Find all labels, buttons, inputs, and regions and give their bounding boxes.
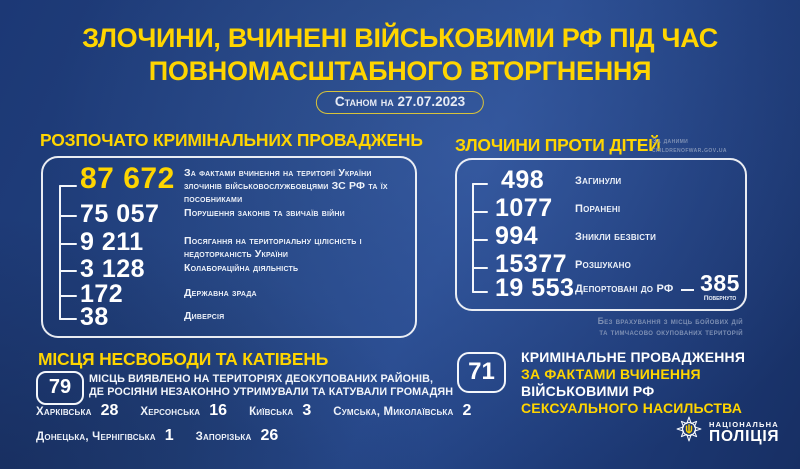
region-value: 16 bbox=[209, 402, 228, 419]
stat-value: 172 bbox=[80, 280, 124, 308]
logo-line1: НАЦІОНАЛЬНА bbox=[709, 419, 779, 429]
region-stat bbox=[36, 427, 174, 445]
page-title-line2: ПОВНОМАСШТАБНОГО ВТОРГНЕННЯ bbox=[148, 56, 652, 86]
stat-value: 9 211 bbox=[80, 228, 144, 256]
region-value: 3 bbox=[302, 402, 312, 419]
region-value: 28 bbox=[100, 402, 119, 419]
children-crimes-heading: ЗЛОЧИНИ ПРОТИ ДІТЕЙ bbox=[455, 135, 661, 155]
connector-dash bbox=[681, 289, 694, 291]
sexual-violence-count-badge: 71 bbox=[457, 352, 506, 393]
detention-description bbox=[89, 373, 453, 399]
page-title-line1: ЗЛОЧИНИ, ВЧИНЕНІ ВІЙСЬКОВИМИ РФ ПІД ЧАС bbox=[82, 23, 718, 53]
regions-row-1 bbox=[36, 402, 471, 420]
tree-tick bbox=[472, 183, 488, 185]
stat-label: Розшукано bbox=[575, 259, 632, 271]
stat-value: 994 bbox=[495, 222, 539, 250]
region-value: 1 bbox=[164, 427, 174, 444]
tree-tick bbox=[472, 239, 488, 241]
region-stat bbox=[333, 402, 471, 420]
police-badge-icon bbox=[676, 416, 702, 447]
source-note-line2: childrenofwar.gov.ua bbox=[652, 145, 727, 154]
returned-label: Повернуто bbox=[703, 295, 737, 302]
tree-tick bbox=[59, 185, 77, 187]
region-name: Київська bbox=[249, 406, 294, 418]
region-stat bbox=[249, 402, 311, 420]
national-police-logo bbox=[676, 416, 779, 447]
sv-line1: КРИМІНАЛЬНЕ ПРОВАДЖЕННЯ bbox=[521, 349, 746, 365]
stat-value: 1077 bbox=[495, 194, 553, 222]
sv-line2: ЗА ФАКТАМИ ВЧИНЕННЯ bbox=[521, 365, 701, 382]
detention-description-line1: МІСЦЬ ВИЯВЛЕНО НА ТЕРИТОРІЯХ ДЕОКУПОВАНИХ РАЙОНІВ, bbox=[89, 373, 434, 385]
stat-label: Колабораційна діяльність bbox=[184, 262, 299, 274]
region-name: Херсонська bbox=[140, 406, 201, 418]
region-name: Донецька, Чернігівська bbox=[36, 431, 156, 443]
region-stat bbox=[36, 402, 118, 420]
stat-label: Депортовані до РФ bbox=[575, 283, 674, 295]
source-note bbox=[652, 136, 727, 154]
region-stat bbox=[140, 402, 227, 420]
proceedings-box bbox=[41, 156, 417, 338]
stat-label: Поранені bbox=[575, 203, 621, 215]
sv-line3: ВІЙСЬКОВИМИ РФ bbox=[521, 382, 655, 399]
detention-count-badge: 79 bbox=[36, 371, 84, 405]
children-crimes-box bbox=[455, 158, 747, 311]
stat-value: 19 553 bbox=[495, 274, 575, 302]
tree-tick bbox=[59, 318, 77, 320]
region-value: 26 bbox=[260, 427, 279, 444]
stat-label: За фактами вчинення на території України злочинів військовослужбовцями ЗС РФ та їх пособниками bbox=[184, 167, 388, 205]
region-name: Запорізька bbox=[195, 431, 252, 443]
stat-label: Державна зрада bbox=[184, 287, 257, 299]
stat-label: Зникли безвісти bbox=[575, 231, 657, 243]
disclaimer-line2: та тимчасово окупованих територій bbox=[599, 326, 743, 337]
stat-label: Посягання на територіальну цілісність і недоторканість України bbox=[184, 235, 362, 260]
tree-tick bbox=[472, 291, 488, 293]
logo-line2: ПОЛІЦІЯ bbox=[709, 427, 780, 445]
tree-tick bbox=[472, 267, 488, 269]
tree-vertical-line bbox=[59, 185, 61, 320]
region-stat bbox=[196, 427, 279, 445]
tree-tick bbox=[59, 215, 77, 217]
tree-vertical-line bbox=[472, 183, 474, 293]
stat-label: Диверсія bbox=[184, 310, 225, 322]
stat-value: 87 672 bbox=[80, 162, 175, 195]
detention-heading: МІСЦЯ НЕСВОБОДИ ТА КАТІВЕНЬ bbox=[38, 349, 329, 369]
tree-tick bbox=[59, 295, 77, 297]
proceedings-heading: РОЗПОЧАТО КРИМІНАЛЬНИХ ПРОВАДЖЕНЬ bbox=[40, 130, 423, 150]
stat-value: 15377 bbox=[495, 250, 568, 278]
date-badge: Станом на 27.07.2023 bbox=[316, 91, 484, 114]
region-value: 2 bbox=[462, 402, 472, 419]
stat-value: 38 bbox=[80, 303, 109, 331]
sexual-violence-text bbox=[521, 349, 745, 417]
logo-text bbox=[709, 420, 779, 444]
children-disclaimer bbox=[598, 316, 743, 337]
source-note-line1: За даними bbox=[652, 136, 689, 145]
tree-tick bbox=[472, 211, 488, 213]
disclaimer-line1: Без врахування з місць бойових дій bbox=[597, 316, 743, 326]
tree-tick bbox=[59, 243, 77, 245]
tree-tick bbox=[59, 270, 77, 272]
stat-label: Порушення законів та звичаїв війни bbox=[184, 207, 345, 219]
stat-value: 75 057 bbox=[80, 200, 160, 228]
returned-value: 385 bbox=[700, 270, 740, 296]
returned-stat bbox=[697, 272, 743, 302]
detention-description-line2: ДЕ РОСІЯНИ НЕЗАКОННО УТРИМУВАЛИ ТА КАТУВАЛИ ГРОМАДЯН bbox=[89, 386, 454, 398]
stat-value: 3 128 bbox=[80, 255, 146, 283]
region-name: Сумська, Миколаївська bbox=[333, 406, 454, 418]
stat-label: Загинули bbox=[575, 175, 622, 187]
page-title bbox=[0, 22, 800, 88]
region-name: Харківська bbox=[36, 406, 92, 418]
stat-value: 498 bbox=[501, 166, 545, 194]
regions-row-2 bbox=[36, 427, 278, 445]
sv-line4: СЕКСУАЛЬНОГО НАСИЛЬСТВА bbox=[521, 399, 743, 416]
